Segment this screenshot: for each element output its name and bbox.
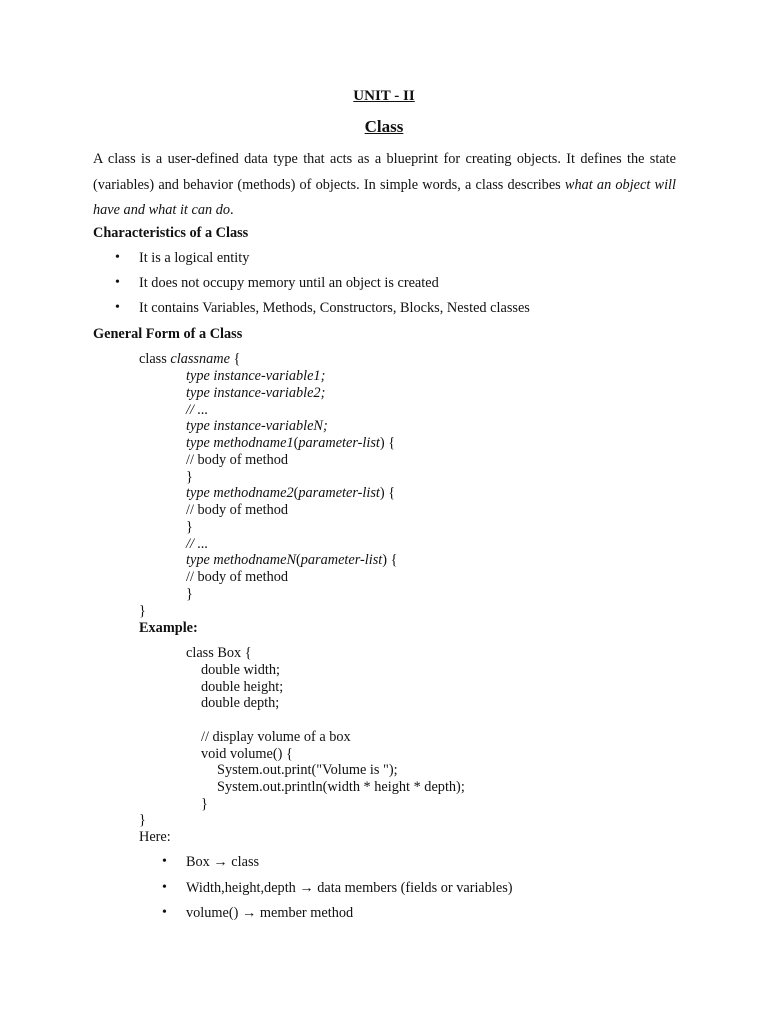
code-line-var2: type instance-variable2; xyxy=(186,385,326,401)
example-code-line: // display volume of a box xyxy=(201,729,351,745)
example-code-line: double width; xyxy=(201,662,281,678)
unit-heading: UNIT - II xyxy=(353,88,415,104)
bullet-icon: • xyxy=(162,905,167,920)
example-code-line: System.out.print("Volume is "); xyxy=(217,762,398,778)
code-line-outer-close: } xyxy=(139,603,146,619)
example-heading: Example: xyxy=(139,620,198,636)
intro-italic-text: what an object will have and what it can do xyxy=(93,176,676,218)
here-label: Here: xyxy=(139,829,171,845)
example-code-line: } xyxy=(139,812,146,828)
code-line-methodN: type methodnameN(parameter-list) { xyxy=(186,552,398,568)
example-code-line: System.out.println(width * height * depth); xyxy=(217,779,465,795)
example-code-line: } xyxy=(201,796,208,812)
characteristic-item: It contains Variables, Methods, Constructors, Blocks, Nested classes xyxy=(139,300,530,316)
bullet-icon: • xyxy=(162,854,167,869)
code-line-var1: type instance-variable1; xyxy=(186,368,326,384)
intro-paragraph xyxy=(93,147,676,224)
bullet-icon: • xyxy=(115,275,120,290)
code-line-body-comment: // body of method xyxy=(186,502,289,518)
code-line-varN: type instance-variableN; xyxy=(186,418,328,434)
code-line-body-comment: // body of method xyxy=(186,569,289,585)
here-item: Width,height,depth → data members (fields or variables) xyxy=(186,880,513,896)
code-line-close-brace: } xyxy=(186,469,193,485)
characteristic-item: It does not occupy memory until an object is created xyxy=(139,275,439,291)
bullet-icon: • xyxy=(115,300,120,315)
example-code-line: void volume() { xyxy=(201,746,293,762)
code-line-class: class classname { xyxy=(139,351,241,367)
code-line-close-brace: } xyxy=(186,519,193,535)
example-code-line: double depth; xyxy=(201,695,280,711)
page-title: Class xyxy=(364,117,404,136)
here-item: volume() → member method xyxy=(186,905,354,921)
characteristics-heading: Characteristics of a Class xyxy=(93,225,249,241)
code-line-method1: type methodname1(parameter-list) { xyxy=(186,435,396,451)
code-line-ellipsis: // ... xyxy=(186,536,209,552)
intro-text: A class is a user-defined data type that acts as a blueprint for creating objects. It defines the state (variables) and behavior (methods) of objects. In simple words, a class describes xyxy=(93,151,676,193)
example-code-line: class Box { xyxy=(186,645,252,661)
code-line-body-comment: // body of method xyxy=(186,452,289,468)
example-code-line: double height; xyxy=(201,679,284,695)
characteristic-item: It is a logical entity xyxy=(139,250,250,266)
code-line-ellipsis: // ... xyxy=(186,402,209,418)
code-line-close-brace: } xyxy=(186,586,193,602)
general-form-heading: General Form of a Class xyxy=(93,326,243,342)
intro-end: . xyxy=(230,202,234,218)
bullet-icon: • xyxy=(115,250,120,265)
code-line-method2: type methodname2(parameter-list) { xyxy=(186,485,396,501)
bullet-icon: • xyxy=(162,880,167,895)
here-item: Box → class xyxy=(186,854,260,870)
